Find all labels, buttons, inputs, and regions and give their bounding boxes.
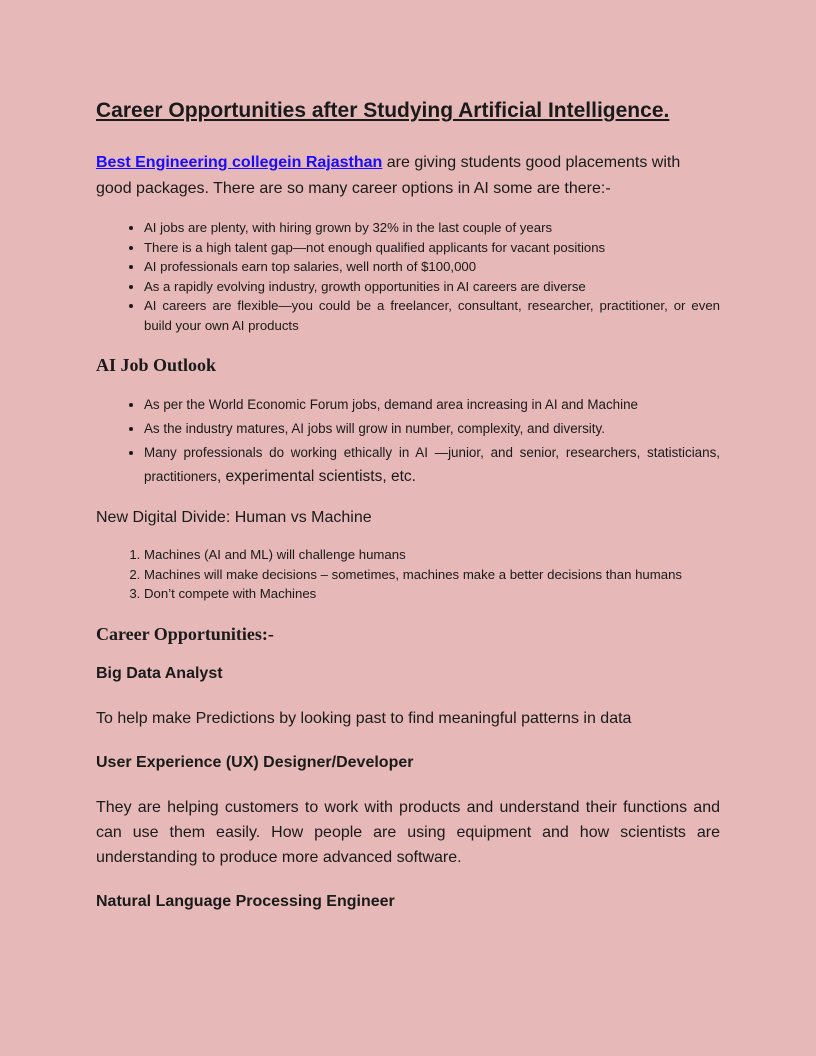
list-item: • As a rapidly evolving industry, growth opportunities in AI careers are diverse xyxy=(144,277,720,297)
list-item: 1. Machines (AI and ML) will challenge humans xyxy=(144,545,720,565)
list-item: 2. Machines will make decisions – sometimes, machines make a better decisions than humans xyxy=(144,565,720,585)
list-item: • AI careers are flexible—you could be a freelancer, consultant, researcher, practitioner, or even build your own AI products xyxy=(144,296,720,335)
list-item: • AI professionals earn top salaries, well north of $100,000 xyxy=(144,257,720,277)
intro-list xyxy=(96,218,720,335)
list-item: • As per the World Economic Forum jobs, demand area increasing in AI and Machine xyxy=(144,393,720,417)
divide-list xyxy=(96,545,720,604)
big-data-text: To help make Predictions by looking past to find meaningful patterns in data xyxy=(96,709,632,727)
list-item: • As the industry matures, AI jobs will grow in number, complexity, and diversity. xyxy=(144,417,720,441)
page-title: Career Opportunities after Studying Artificial Intelligence. xyxy=(96,99,670,122)
ux-title: User Experience (UX) Designer/Developer xyxy=(96,753,414,771)
divide-heading: New Digital Divide: Human vs Machine xyxy=(96,509,372,526)
nlp-title: Natural Language Processing Engineer xyxy=(96,892,395,910)
list-item: 3. Don’t compete with Machines xyxy=(144,584,720,604)
outlook-item-tail: , experimental scientists, etc. xyxy=(216,468,416,485)
list-item: • AI jobs are plenty, with hiring grown by 32% in the last couple of years xyxy=(144,218,720,238)
intro-paragraph xyxy=(96,150,720,202)
outlook-list xyxy=(96,393,720,489)
outlook-heading: AI Job Outlook xyxy=(96,355,217,375)
list-item: • There is a high talent gap—not enough qualified applicants for vacant positions xyxy=(144,238,720,258)
intro-text: are giving students good placements with good packages. There are so many career options in AI some are there:- xyxy=(96,154,681,197)
document-page xyxy=(96,96,720,934)
careers-heading: Career Opportunities:- xyxy=(96,623,274,644)
big-data-title: Big Data Analyst xyxy=(96,664,223,682)
outlook-item-text: Many professionals do working ethically in AI —junior, and senior, researchers, statisticians, practitioners xyxy=(144,445,720,484)
college-link[interactable]: Best Engineering collegein Rajasthan xyxy=(96,154,383,171)
list-item xyxy=(144,441,720,489)
ux-text: They are helping customers to work with products and understand their functions and can use them easily. How people are using equipment and how scientists are understanding to produce more advanced software. xyxy=(96,798,720,866)
